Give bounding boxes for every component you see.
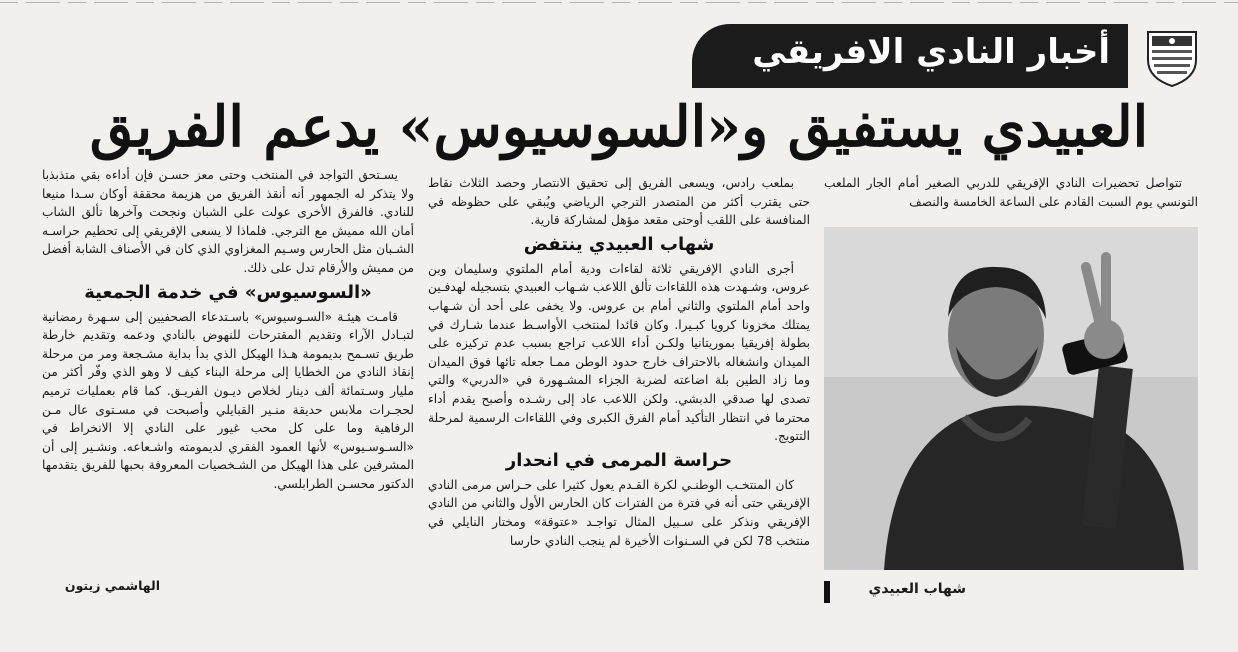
subheading-goalkeeping: حراسة المرمى في انحدار (505, 449, 733, 471)
subheading-abidi: شهاب العبيدي ينتفض (523, 233, 715, 255)
photo-caption (824, 578, 1198, 604)
subheading-socios: «السوسيوس» في خدمة الجمعية (84, 281, 372, 303)
left-paragraph-1: يسـتحق التواجد في المنتخب وحتى معز حسـن فإن أداءه بقي متذبذبا ولا يتذكر له الجمهور أنه أنقذ الفريق من هزيمة محققة أوكان سـدا منيعا للنادي. فالفرق الأخرى عولت على الشبان ونجحت وآخرها تألق الشاب أمان الله مميش مع الترجي. فلماذا لا يسعى الإفريقي إلى تحطيم حراسـه الشـبان مثل الحارس وسـيم المغزاوي الذي كان في الأصناف الشابة أفضل من مميش والأرقام تدل على ذلك. (42, 168, 414, 275)
author-byline: الهاشمي زيتون (64, 578, 160, 593)
intro-column (824, 174, 1198, 218)
main-headline: العبيدي يستفيق و«السوسيوس» يدعم الفريق (89, 94, 1149, 160)
caption-text: شهاب العبيدي (868, 581, 966, 597)
section-banner (692, 24, 1128, 88)
club-africain-crest-icon (1144, 26, 1200, 88)
player-photo (824, 227, 1198, 570)
left-column (42, 166, 414, 586)
middle-paragraph-2: أجرى النادي الإفريقي ثلاثة لقاءات ودية أمام الملتوي وسليمان وبن عروس، وشـهدت هذه اللقاءات تألق اللاعب شـهاب العبيدي بتسجيله لهدفـين واحد أمام الملتوي والثاني أمام بن عروس. ولا يخفى على أحد أن شـهاب يمتلك مخزونا كرويا كبـيرا. وكان قائدا لمنتخب الأواسـط عندما شـارك في بطولة إفريقيا بموريتانيا ولكـن أداء اللاعب تراجع بسبب عدم تركيزه على الميدان وانشغاله بالاحتراف خارج حدود الوطن ممـا جعله تائها فوق الميدان وما زاد الطين بلة اضاعته لضربة الجزاء المشـهورة في «الدربي» والتي تصدى لها صدقي الدبشي. ولكن اللاعب عاد إلى رشـده وأصبح يقدم أداء محترما في انتظار التأكيد أمام الفرق الكبرى وفي اللقاءات الرسمية لمرحلة التتويج. (428, 261, 810, 444)
middle-paragraph-3: كان المنتخـب الوطنـي لكرة القـدم يعول كثيرا على حـراس مرمى النادي الإفريقي حتى أنه في فترة من الفترات كان الحارس الأول والثاني من النادي الإفريقي ونذكر على سـبيل المثال تواجـد «عتوقة» ومختار النايلي في منتخب 78 لكن في السـنوات الأخيرة لم ينجب النادي حارسا (428, 477, 810, 548)
section-title: أخبار النادي الافريقي (752, 32, 1110, 72)
middle-column (428, 174, 810, 614)
caption-marker (824, 581, 830, 603)
middle-paragraph-1: بملعب رادس، ويسعى الفريق إلى تحقيق الانتصار وحصد الثلاث نقاط حتى يقترب أكثر من المتصدر الترجي الرياضي ويُبقي على حظوظه في المنافسة على اللقب أوحتى مقعد مؤهل لمشاركة قارية. (428, 176, 810, 228)
player-photo-illustration (824, 227, 1198, 570)
intro-paragraph: تتواصل تحضيرات النادي الإفريقي للدربي الصغير أمام الجار الملعب التونسي يوم السبت القادم على الساعة الخامسة والنصف (824, 176, 1198, 209)
cropped-previous-text-strip (0, 0, 1238, 8)
left-paragraph-2: قامـت هيئـة «السـوسيوس» باسـتدعاء الصحفيين إلى سـهرة رمضانية لتبـادل الآراء وتقديم المقترحات للنهوض بالنادي ودعمه وتقديم خارطة طريق تسـمح بديمومة هـذا الهيكل الذي بدأ بداية مشـجعة ومر من مرحلة إنقاذ النادي من الخطايا إلى مرحلة البناء كيف لا وهو الذي وفّر أكثر من مليار وسـتمائة ألف دينار لخلاص ديـون الفريـق. كما قام بعمليات ترميم لحجـرات ملابس حديقة منـير القبايلي وأصبحت في مسـتوى عال مـن الرفاهية وما على كل محب غيور على النادي إلا الانخراط في «السـوسـيوس» لأنها العمود الفقري لديمومته واشـعاعه. ونشـير إلى أن المشرفين على هذا الهيكل من الشـخصيات المعروفة بحبها للفريق يتقدمها الدكتور محسـن الطرابلسي. (42, 309, 414, 491)
